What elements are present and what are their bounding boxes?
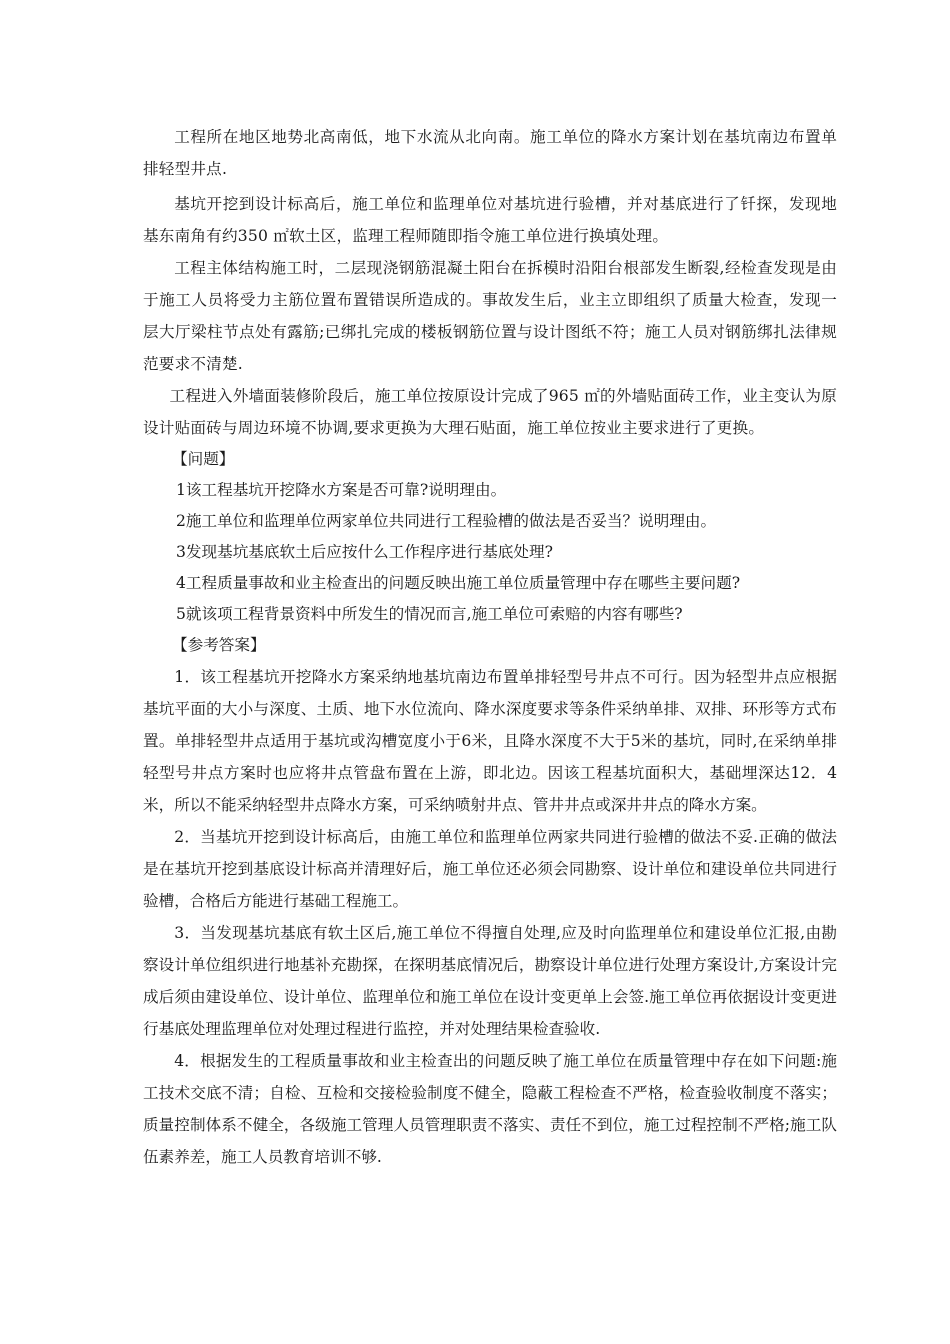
question-3: 3发现基坑基底软土后应按什么工作程序进行基底处理? xyxy=(176,543,553,561)
background-paragraph-1: 工程所在地区地势北高南低，地下水流从北向南。施工单位的降水方案计划在基坑南边布置单排轻型井点. xyxy=(143,128,837,178)
answer-4: 4．根据发生的工程质量事故和业主检查出的问题反映了施工单位在质量管理中存在如下问题:施工技术交底不清；自检、互检和交接检验制度不健全，隐蔽工程检查不严格，检查验收制度不落实；质量控制体系不健全，各级施工管理人员管理职责不落实、责任不到位，施工过程控制不严格;施工队伍素养差，施工人员教育培训不够. xyxy=(143,1052,837,1166)
background-paragraph-2: 基坑开挖到设计标高后，施工单位和监理单位对基坑进行验槽，并对基底进行了钎探，发现地基东南角有约350 ㎡软土区，监理工程师随即指令施工单位进行换填处理。 xyxy=(143,195,837,245)
question-2: 2施工单位和监理单位两家单位共同进行工程验槽的做法是否妥当？说明理由。 xyxy=(176,512,717,530)
answer-2: 2．当基坑开挖到设计标高后，由施工单位和监理单位两家共同进行验槽的做法不妥.正确的做法是在基坑开挖到基底设计标高并清理好后，施工单位还必须会同勘察、设计单位和建设单位共同进行验槽，合格后方能进行基础工程施工。 xyxy=(143,828,837,910)
answer-1: 1．该工程基坑开挖降水方案采纳地基坑南边布置单排轻型号井点不可行。因为轻型井点应根据基坑平面的大小与深度、土质、地下水位流向、降水深度要求等条件采纳单排、双排、环形等方式布置。单排轻型井点适用于基坑或沟槽宽度小于6米，且降水深度不大于5米的基坑，同时,在采纳单排轻型号井点方案时也应将井点管盘布置在上游，即北边。因该工程基坑面积大，基础埋深达12．4米，所以不能采纳轻型井点降水方案，可采纳喷射井点、管井井点或深井井点的降水方案。 xyxy=(143,668,837,814)
background-paragraph-4: 工程进入外墙面装修阶段后，施工单位按原设计完成了965 ㎡的外墙贴面砖工作，业主变认为原设计贴面砖与周边环境不协调,要求更换为大理石贴面，施工单位按业主要求进行了更换。 xyxy=(143,387,837,437)
document-body xyxy=(143,121,837,1173)
question-1: 1该工程基坑开挖降水方案是否可靠?说明理由。 xyxy=(176,481,507,499)
question-4: 4工程质量事故和业主检查出的问题反映出施工单位质量管理中存在哪些主要问题? xyxy=(176,574,741,592)
background-paragraph-3: 工程主体结构施工时，二层现浇钢筋混凝土阳台在拆模时沿阳台根部发生断裂,经检查发现是由于施工人员将受力主筋位置布置错误所造成的。事故发生后，业主立即组织了质量大检查，发现一层大厅梁柱节点处有露筋;已绑扎完成的楼板钢筋位置与设计图纸不符；施工人员对钢筋绑扎法律规范要求不清楚. xyxy=(143,259,837,373)
answers-heading: 【参考答案】 xyxy=(172,636,266,654)
question-5: 5就该项工程背景资料中所发生的情况而言,施工单位可索赔的内容有哪些? xyxy=(176,605,683,623)
answer-3: 3．当发现基坑基底有软土区后,施工单位不得擅自处理,应及时向监理单位和建设单位汇报,由勘察设计单位组织进行地基补充勘探，在探明基底情况后，勘察设计单位进行处理方案设计,方案设计完成后须由建设单位、设计单位、监理单位和施工单位在设计变更单上会签.施工单位再依据设计变更进行基底处理监理单位对处理过程进行监控，并对处理结果检查验收. xyxy=(143,924,837,1038)
questions-heading: 【问题】 xyxy=(172,450,235,468)
